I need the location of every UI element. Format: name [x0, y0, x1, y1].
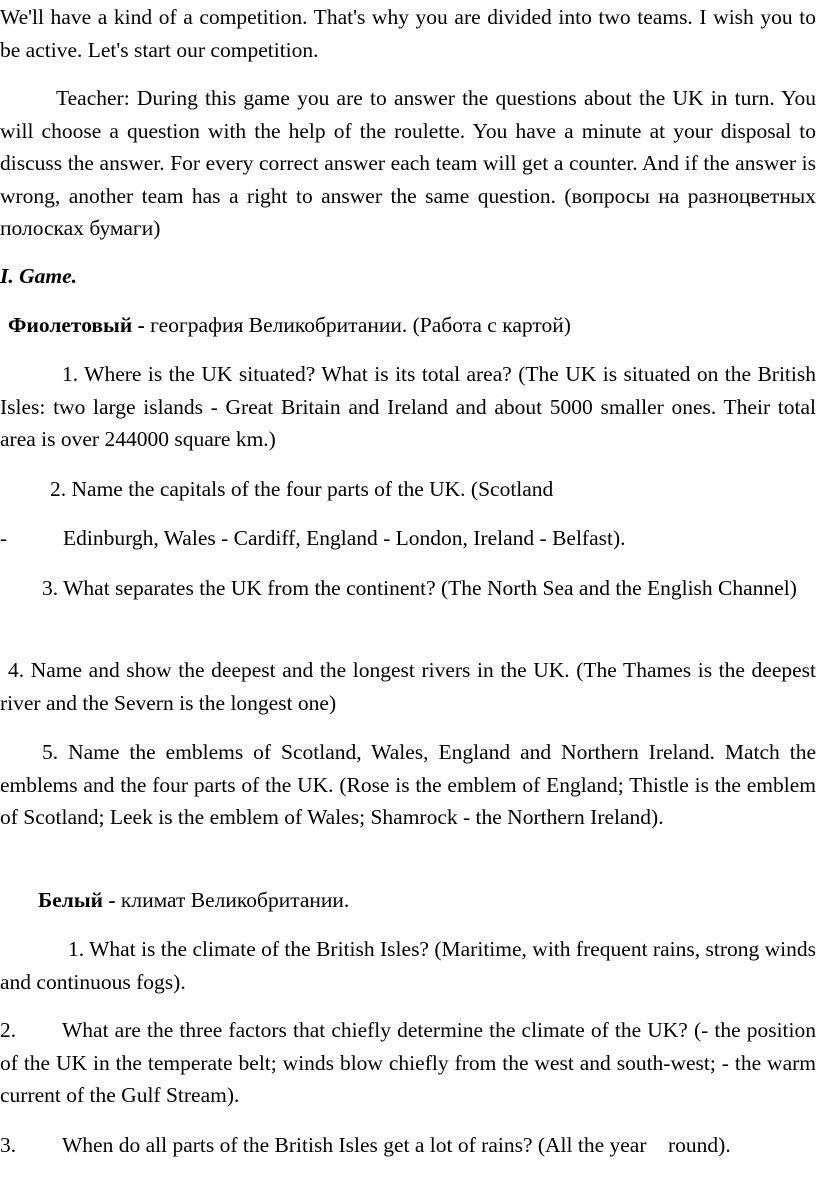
section-heading: I. Game. — [0, 264, 78, 288]
section-violet-text: география Великобритании. (Работа с картой) — [144, 313, 571, 337]
white-question-1: 1. What is the climate of the British Isles? (Maritime, with frequent rains, strong winds and continuous fogs). — [0, 937, 816, 994]
white-question-3-number: 3. — [0, 1133, 17, 1157]
white-question-3 — [0, 1129, 816, 1162]
violet-question-2-continued — [0, 522, 816, 555]
section-violet-title — [0, 309, 816, 342]
violet-question-1: 1. Where is the UK situated? What is its total area? (The UK is situated on the British Isles: two large islands - Great Britain and Ireland and about 5000 smaller ones. Their total area is over 244000 square km.) — [0, 362, 816, 451]
violet-question-3: 3. What separates the UK from the continent? (The North Sea and the English Channel) — [42, 576, 797, 600]
teacher-paragraph: Teacher: During this game you are to answer the questions about the UK in turn. You will choose a question with the help of the roulette. You have a minute at your disposal to discuss the answer. For every correct answer each team will get a counter. And if the answer is wrong, another team has a right to answer the same question. (вопросы на разноцветных полосках бумаги) — [0, 86, 816, 240]
violet-question-2-answer: Edinburgh, Wales - Cardiff, England - London, Ireland - Belfast). — [63, 526, 626, 550]
section-white-text: климат Великобритании. — [115, 888, 350, 912]
section-white-title — [0, 884, 816, 917]
violet-question-5: 5. Name the emblems of Scotland, Wales, England and Northern Ireland. Match the emblems and the four parts of the UK. (Rose is the emblem of England; Thistle is the emblem of Scotland; Leek is the emblem of Wales; Shamrock - the Northern Ireland). — [0, 740, 816, 829]
white-question-2 — [0, 1014, 816, 1112]
violet-question-4: 4. Name and show the deepest and the longest rivers in the UK. (The Thames is the deepest river and the Severn is the longest one) — [0, 658, 816, 715]
section-white-label: Белый - — [38, 888, 116, 912]
section-violet-label: Фиолетовый - — [8, 313, 145, 337]
violet-question-2: 2. Name the capitals of the four parts of the UK. (Scotland — [50, 477, 554, 501]
intro-paragraph: We'll have a kind of a competition. That's why you are divided into two teams. I wish you to be active. Let's start our competition. — [0, 5, 816, 62]
dash-marker: - — [0, 526, 8, 550]
white-question-3-text: When do all parts of the British Isles get a lot of rains? (All the year round). — [62, 1133, 731, 1157]
white-question-2-text: What are the three factors that chiefly determine the climate of the UK? (- the position of the UK in the temperate belt; winds blow chiefly from the west and south-west; - the warm current of the Gulf Stream). — [0, 1018, 816, 1107]
white-question-2-number: 2. — [0, 1018, 17, 1042]
